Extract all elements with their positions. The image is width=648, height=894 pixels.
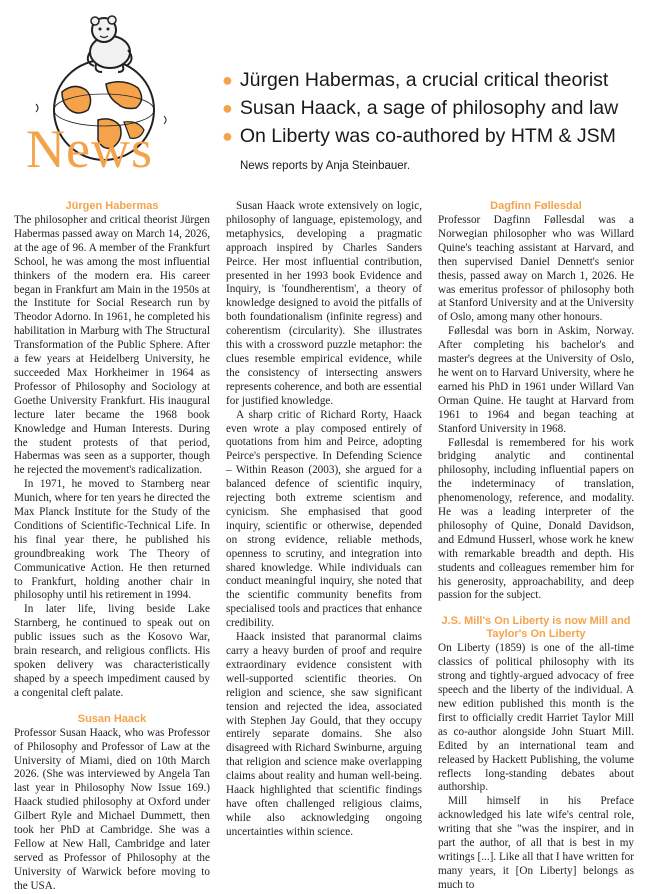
headline-item — [222, 122, 642, 150]
article-heading-follesdal: Dagfinn Føllesdal — [490, 200, 582, 212]
headline-text: Susan Haack, a sage of philosophy and law — [239, 97, 619, 119]
article-paragraph: Haack insisted that paranormal claims carry a heavy burden of proof and require extraordinary evidence consistent with well-supported scientific theories. On religion and science, she saw significant tension and rejected the idea, associated with Stephen Jay Gould, that they occupy entirely separate domains. She also disagreed with Richard Swinburne, arguing that religion and science make overlapping claims about reality and human well-being. Haack highlighted that scientific findings have often challenged religious claims, while also acknowledging ongoing uncertainties within science. — [226, 631, 422, 838]
masthead — [0, 0, 648, 195]
article-paragraph: Føllesdal was born in Askim, Norway. After completing his bachelor's and master's degrees at the University of Oslo, he went on to Harvard University, where he earned his PhD in 1961 under Willard Van Orman Quine. He taught at Harvard from 1961 to 1964 and began teaching at Stanford University in 1968. — [438, 325, 634, 435]
section-title: News — [26, 119, 153, 179]
headline-item — [222, 94, 642, 122]
column-3 — [438, 200, 634, 893]
article-heading-mill: J.S. Mill's On Liberty is now Mill and Taylor's On Liberty — [441, 615, 631, 641]
column-1 — [14, 200, 210, 894]
byline: News reports by Anja Steinbauer. — [240, 160, 411, 172]
article-paragraph: Føllesdal is remembered for his work bridging analytic and continental philosophy, including influential papers on the indeterminacy of translation, phenomenology, reference, and modality. He was a leading interpreter of the philosophy of Quine, Donald Davidson, and Edmund Husserl, whose work he knew with remarkable breadth and depth. His students and colleagues remember him for his generosity, approachability, and deep passion for the subject. — [438, 436, 634, 602]
headline-text: On Liberty was co-authored by HTM & JSM — [239, 125, 616, 147]
article-heading-habermas: Jürgen Habermas — [65, 200, 159, 212]
bullet-icon: ● — [222, 98, 233, 118]
bullet-icon: ● — [222, 70, 233, 90]
column-2 — [226, 200, 422, 840]
headline-text: Jürgen Habermas, a crucial critical theorist — [239, 69, 609, 91]
article-paragraph: Susan Haack wrote extensively on logic, philosophy of language, epistemology, and metaphysics, developing a pragmatic approach inspired by Charles Sanders Peirce. Her most influential contribution, presented in her 1993 book Evidence and Inquiry, is 'foundherentism', a theory of knowledge designed to avoid the pitfalls of both foundationalism (infinite regress) and coherentism (circularity). She illustrates this with a crossword puzzle metaphor: the clues resemble empirical evidence, while the consistency of intersecting answers represents coherence, and both are essential for justified knowledge. — [226, 200, 422, 407]
article-paragraph: Mill himself in his Preface acknowledged his late wife's central role, writing that she "was the inspirer, and in part the author, of all that is best in my writings [...]. Like all that I have written for many years, it [On Liberty] belongs as much to — [438, 795, 634, 891]
article-paragraph: In 1971, he moved to Starnberg near Munich, where for ten years he directed the Max Planck Institute for the Study of the Conditions of Scientific-Technical Life. In his final year there, he published his groundbreaking work The Theory of Communicative Action. He then returned to Frankfurt, holding another chair in philosophy until his retirement in 1994. — [14, 478, 210, 602]
article-paragraph: A sharp critic of Richard Rorty, Haack even wrote a play composed entirely of quotations from him and Peirce, adopting Peirce's perspective. In Defending Science – Within Reason (2003), she argued for a balanced defence of scientific inquiry, rejecting both extreme scientism and cynicism. She emphasised that good inquiry, scientific or otherwise, depended on strong evidence, reliable methods, openness to scrutiny, and integration into shared knowledge. While individuals can conduct meaningful inquiry, she noted that the scientific community benefits from specialised tools and practices that enhance credibility. — [226, 408, 422, 630]
article-paragraph: Professor Dagfinn Føllesdal was a Norwegian philosopher who was Willard Quine's teaching assistant at Harvard, and then supervised Daniel Dennett's senior thesis, passed away on March 1, 2026. He was emeritus professor of philosophy both at Stanford University and at the University of Oslo, among many other honours. — [438, 214, 634, 324]
article-paragraph: On Liberty (1859) is one of the all-time classics of political philosophy with its strong and tightly-argued advocacy of free speech and the liberty of the individual. A new edition published this month is the first to officially credit Harriet Taylor Mill as co-author alongside John Stuart Mill. Edited by an international team and released by Hackett Publishing, the volume reflects long-standing debates about authorship. — [438, 642, 634, 794]
article-paragraph: In later life, living beside Lake Starnberg, he continued to speak out on public issues such as the Kosovo War, brain research, and religious conflicts. His spoken delivery was characteristically shaped by a speech impediment caused by a congenital cleft palate. — [14, 603, 210, 699]
bullet-icon: ● — [222, 126, 233, 146]
article-heading-haack: Susan Haack — [77, 712, 147, 725]
article-paragraph: Professor Susan Haack, who was Professor of Philosophy and Professor of Law at the University of Miami, died on 10th March 2026. (She was interviewed by Angela Tan last year in Philosophy Now Issue 169.) Haack studied philosophy at Oxford under Gilbert Ryle and Michael Dummett, then took her PhD at Cambridge. She was a Fellow at New Hall, Cambridge and later served as Professor of Philosophy at the University of Warwick before moving to the USA. — [14, 726, 210, 892]
article-paragraph: The philosopher and critical theorist Jürgen Habermas passed away on March 14, 2026, at the age of 96. A member of the Frankfurt School, he was among the most influential thinkers of the modern era. His career began in Frankfurt am Main in the 1950s at the Institute for Social Research run by Theodor Adorno. In 1961, he completed his habilitation in Marburg with The Structural Transformation of the Public Sphere. After a few years at Heidelberg University, he succeeded Max Horkheimer in 1964 as Professor of Philosophy and Sociology at Goethe University Frankfurt. His inaugural lecture later became the 1968 book Knowledge and Human Interests. During the student protests of that period, Habermas was seen as a supporter, though he rejected the movement's radicalization. — [14, 214, 210, 477]
headline-item — [222, 66, 642, 94]
headline-list — [222, 66, 642, 150]
